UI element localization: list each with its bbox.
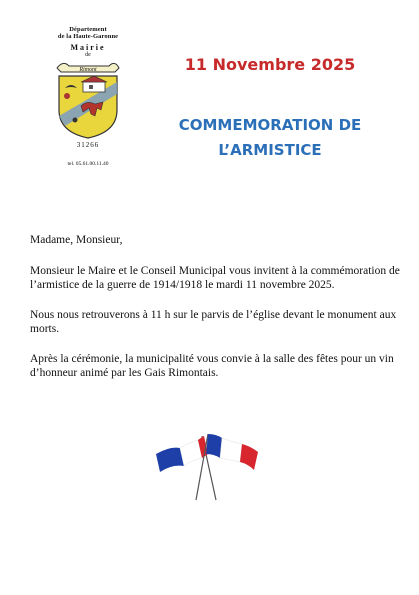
svg-text:Rimont: Rimont [79, 67, 97, 73]
department-line-1: Département [69, 26, 107, 33]
paragraph-meeting: Nous nous retrouverons à 11 h sur le parvis de l’église devant le monument aux morts. [30, 309, 397, 335]
postcode: 31266 [76, 141, 100, 149]
title-line-2: L’ARMISTICE [218, 141, 322, 159]
paragraph-reception: Après la cérémonie, la municipalité vous convie à la salle des fêtes pour un vin d’honneur animé par les Gais Rimontais. [30, 353, 394, 379]
de-label: de [85, 52, 91, 58]
coat-of-arms-icon [53, 58, 123, 140]
letterhead [28, 26, 148, 167]
salutation: Madame, Monsieur, [30, 234, 123, 246]
page-title [150, 113, 390, 163]
crossed-french-flags-icon [150, 428, 265, 503]
department-line-2: de la Haute-Garonne [57, 33, 119, 40]
paragraph-invitation: Monsieur le Maire et le Conseil Municipal vous invitent à la commémoration de l’armistice de la guerre de 1914/1918 le mardi 11 novembre 2025. [30, 265, 400, 291]
title-line-1: COMMEMORATION DE [178, 116, 362, 134]
mairie-label: Mairie [70, 43, 106, 52]
telephone: tel. 05.61.00.11.40 [67, 161, 109, 167]
letter-body [30, 233, 402, 380]
event-date-heading: 11 Novembre 2025 [184, 55, 356, 74]
